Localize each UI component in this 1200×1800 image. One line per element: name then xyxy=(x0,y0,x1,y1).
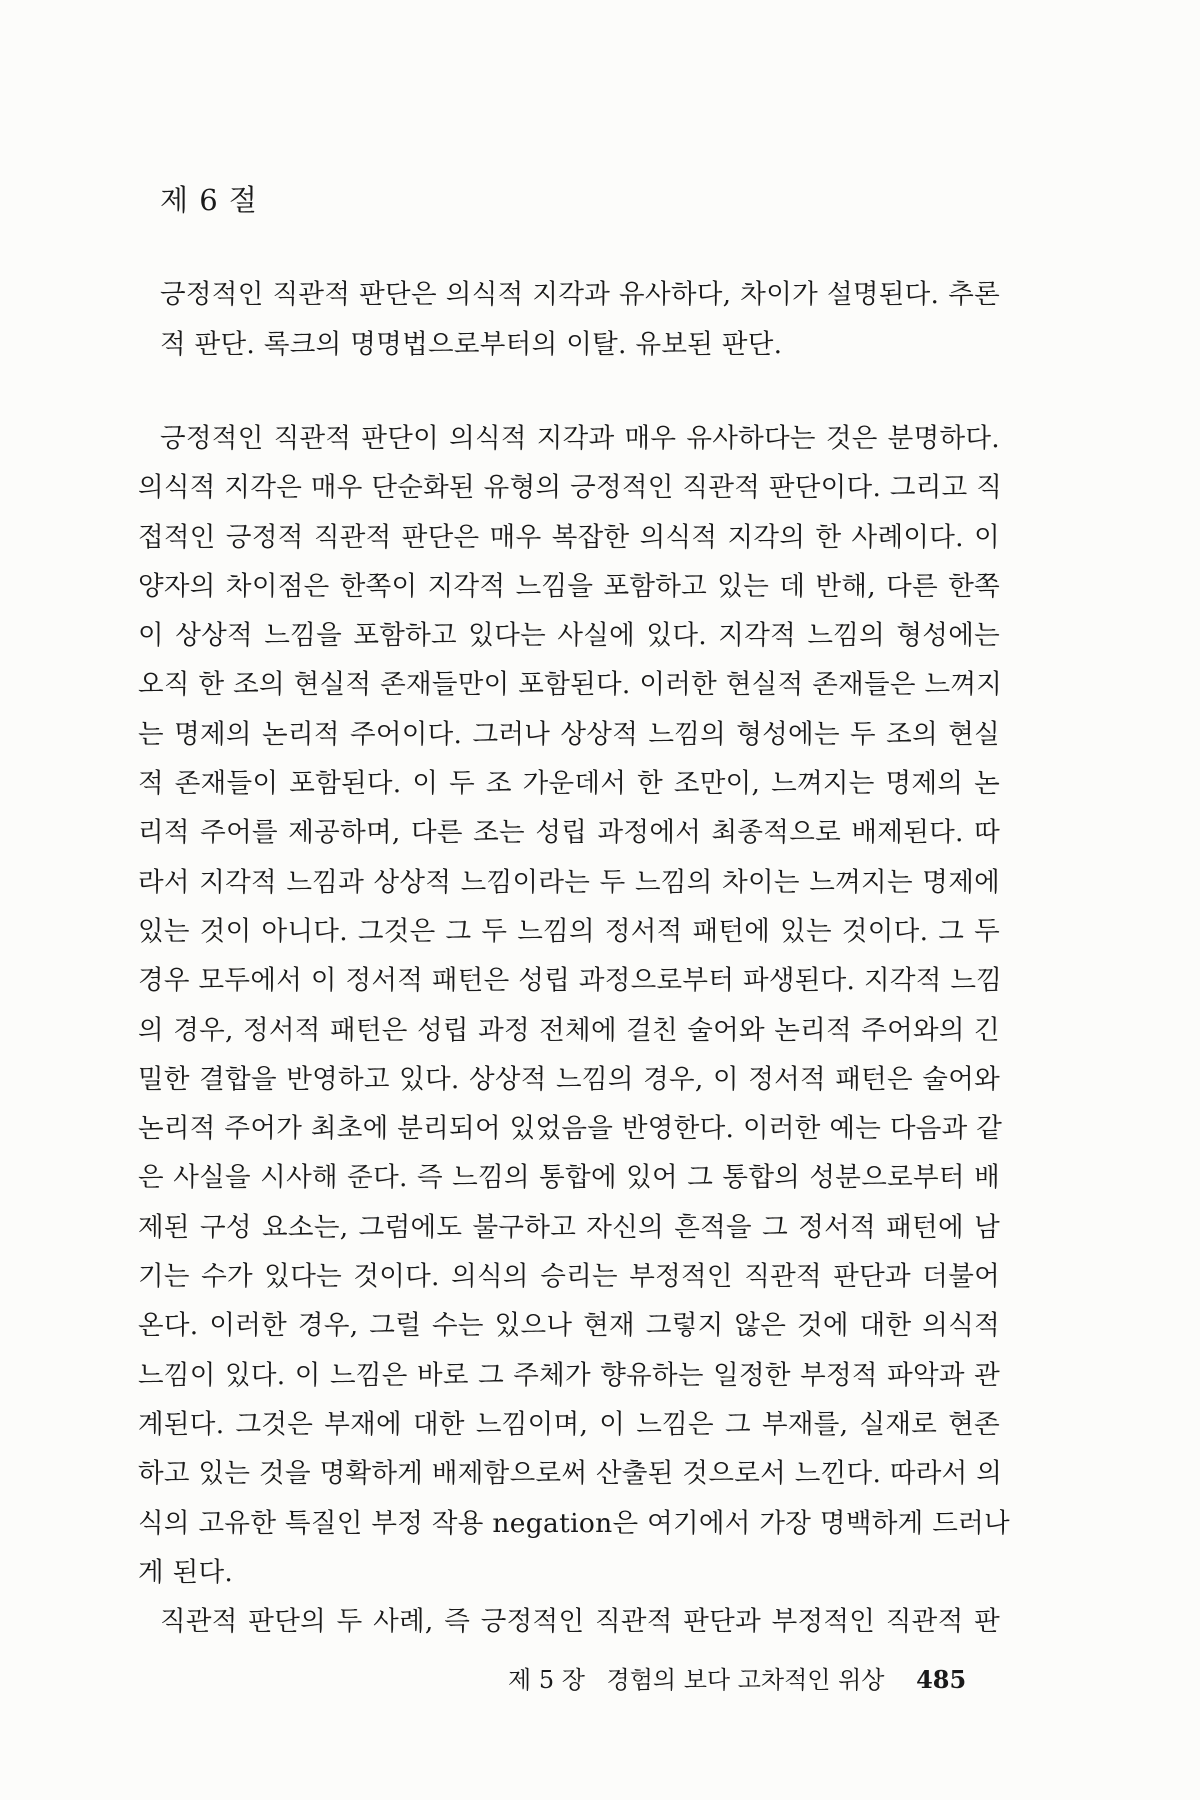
footer-chapter: 제 5 장 xyxy=(508,1666,585,1694)
body-line: 식의 고유한 특질인 부정 작용 negation은 여기에서 가장 명백하게 드러나 xyxy=(138,1507,1010,1539)
body-line: 있는 것이 아니다. 그것은 그 두 느낌의 정서적 패턴에 있는 것이다. 그 두 xyxy=(138,915,1000,947)
section-summary xyxy=(160,270,1000,370)
body-line: 양자의 차이점은 한쪽이 지각적 느낌을 포함하고 있는 데 반해, 다른 한쪽 xyxy=(138,570,1000,602)
body-line: 기는 수가 있다는 것이다. 의식의 승리는 부정적인 직관적 판단과 더불어 xyxy=(138,1261,1000,1293)
body-line: 접적인 긍정적 직관적 판단은 매우 복잡한 의식적 지각의 한 사례이다. 이 xyxy=(138,521,1000,553)
body-line: 이 상상적 느낌을 포함하고 있다는 사실에 있다. 지각적 느낌의 형성에는 xyxy=(138,620,1000,652)
summary-line: 긍정적인 직관적 판단은 의식적 지각과 유사하다, 차이가 설명된다. 추론 xyxy=(160,279,1000,310)
body-line: 의 경우, 정서적 패턴은 성립 과정 전체에 걸친 술어와 논리적 주어와의 긴 xyxy=(138,1014,1000,1046)
body-line: 오직 한 조의 현실적 존재들만이 포함된다. 이러한 현실적 존재들은 느껴지 xyxy=(138,669,1003,701)
body-line: 적 존재들이 포함된다. 이 두 조 가운데서 한 조만이, 느껴지는 명제의 논 xyxy=(138,768,1000,800)
body-line: 밀한 결합을 반영하고 있다. 상상적 느낌의 경우, 이 정서적 패턴은 술어와 xyxy=(138,1063,1000,1095)
running-footer xyxy=(508,1660,966,1695)
body-line: 긍정적인 직관적 판단이 의식적 지각과 매우 유사하다는 것은 분명하다. xyxy=(160,423,1000,454)
section-heading: 제 6 절 xyxy=(160,183,258,217)
body-line: 라서 지각적 느낌과 상상적 느낌이라는 두 느낌의 차이는 느껴지는 명제에 xyxy=(138,866,1000,898)
footer-title: 경험의 보다 고차적인 위상 xyxy=(606,1666,885,1694)
body-line: 논리적 주어가 최초에 분리되어 있었음을 반영한다. 이러한 예는 다음과 같 xyxy=(138,1113,1003,1145)
body-line: 의식적 지각은 매우 단순화된 유형의 긍정적인 직관적 판단이다. 그리고 직 xyxy=(138,472,1003,504)
body-line: 계된다. 그것은 부재에 대한 느낌이며, 이 느낌은 그 부재를, 실재로 현존 xyxy=(138,1408,1000,1440)
body-line: 은 사실을 시사해 준다. 즉 느낌의 통합에 있어 그 통합의 성분으로부터 배 xyxy=(138,1162,1000,1194)
body-line: 리적 주어를 제공하며, 다른 조는 성립 과정에서 최종적으로 배제된다. 따 xyxy=(138,817,1000,849)
body-line: 직관적 판단의 두 사례, 즉 긍정적인 직관적 판단과 부정적인 직관적 판 xyxy=(160,1606,1000,1638)
body-line: 경우 모두에서 이 정서적 패턴은 성립 과정으로부터 파생된다. 지각적 느낌 xyxy=(138,965,1003,997)
summary-line: 적 판단. 록크의 명명법으로부터의 이탈. 유보된 판단. xyxy=(160,329,783,360)
page-number: 485 xyxy=(916,1665,967,1694)
body-line: 느낌이 있다. 이 느낌은 바로 그 주체가 향유하는 일정한 부정적 파악과 관 xyxy=(138,1359,1000,1391)
body-line: 게 된다. xyxy=(138,1556,234,1588)
body-line: 는 명제의 논리적 주어이다. 그러나 상상적 느낌의 형성에는 두 조의 현실 xyxy=(138,718,1000,750)
body-line: 하고 있는 것을 명확하게 배제함으로써 산출된 것으로서 느낀다. 따라서 의 xyxy=(138,1458,1003,1490)
body-line: 제된 구성 요소는, 그럼에도 불구하고 자신의 흔적을 그 정서적 패턴에 남 xyxy=(138,1211,1000,1243)
body-line: 온다. 이러한 경우, 그럴 수는 있으나 현재 그렇지 않은 것에 대한 의식적 xyxy=(138,1310,1000,1342)
body-text xyxy=(138,414,1010,1646)
